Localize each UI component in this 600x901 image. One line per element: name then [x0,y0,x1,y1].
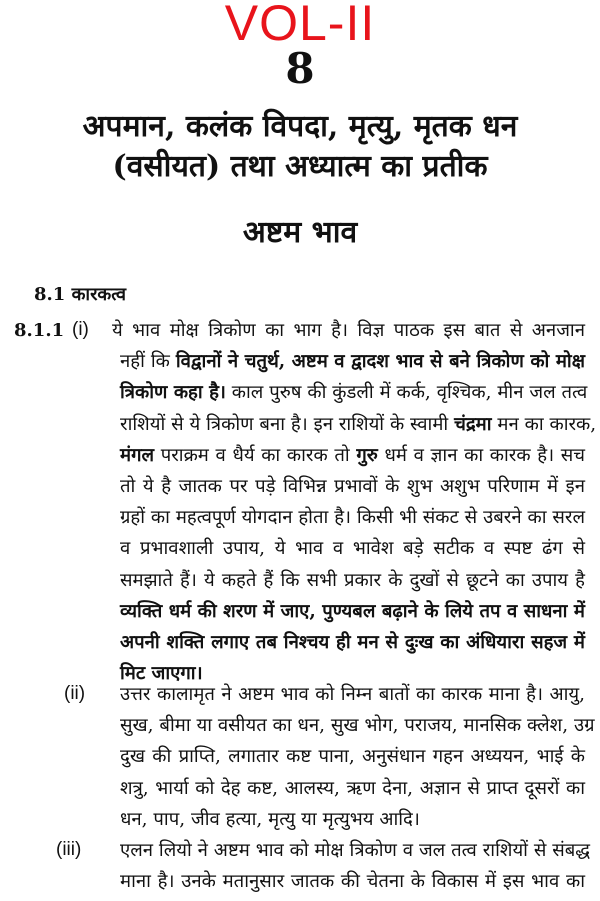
text-segment: मन का कारक, [491,413,597,435]
list-marker: (i) [72,319,89,340]
text-line [120,836,591,866]
text-line [120,410,597,440]
section-heading: 8.1 कारकत्व [34,284,127,305]
bold-text: त्रिकोण कहा है। [120,382,226,404]
text-segment: दुख की प्राप्ति, लगातार कष्ट पाना, अनुसंधान गहन अध्ययन, भाई के [120,746,585,768]
bold-text: अपनी शक्ति लगाए तब निश्चय ही मन से दुःख का अंधियारा सहज में [120,632,585,653]
text-line [120,742,585,772]
text-segment: धन, पाप, जीव हत्या, मृत्यु या मृत्युभय आदि। [120,808,420,830]
text-segment: सुख, बीमा या वसीयत का धन, सुख भोग, पराजय, मानसिक क्लेश, उग्र [120,715,595,737]
chapter-title-line-2: (वसीयत) तथा अध्यात्म का प्रतीक [112,149,488,184]
text-segment: उत्तर कालामृत ने अष्टम भाव को निम्न बातों का कारक माना है। आयु, [120,684,585,705]
text-segment: पराक्रम व धैर्य का कारक तो [154,444,357,466]
text-segment: धर्म व ज्ञान का कारक है। सच [377,444,585,466]
list-marker: (iii) [56,839,82,860]
text-segment: शत्रु, भार्या को देह कष्ट, आलस्य, ऋण देना, अज्ञान से प्राप्त दूसरों का [120,777,585,799]
chapter-number: 8 [285,44,315,93]
text-line [112,316,585,346]
text-line [120,534,585,564]
text-line [120,503,585,533]
text-line [120,566,585,596]
text-segment: ग्रहों का महत्वपूर्ण योगदान होता है। किसी भी संकट से उबरने का सरल [120,507,585,529]
text-segment: व प्रभावशाली उपाय, ये भाव व भावेश बड़े सटीक व स्पष्ट ढंग से [120,538,585,560]
text-segment: तो ये है जातक पर पड़े विभिन्न प्रभावों के शुभ अशुभ परिणाम में इन [120,476,585,497]
text-line [120,441,585,471]
paragraph-number: 8.1.1 [14,320,65,341]
text-segment: ये भाव मोक्ष त्रिकोण का भाग है। विज्ञ पाठक इस बात से अनजान [112,320,585,341]
text-segment: काल पुरुष की कुंडली में कर्क, वृश्चिक, मीन जल तत्व [225,382,588,404]
text-segment: एलन लियो ने अष्टम भाव को मोक्ष त्रिकोण व जल तत्व राशियों से संबद्ध [120,840,591,861]
text-line [120,378,588,408]
text-line [120,711,595,741]
text-line [120,472,585,502]
bold-text: व्यक्ति धर्म की शरण में जाए, पुण्यबल बढ़ाने के लिये तप व साधना में [120,600,585,622]
bold-text: चंद्रमा [454,413,492,435]
bold-text: विद्वानों ने चतुर्थ, अष्टम व द्वादश भाव से बने त्रिकोण को मोक्ष [175,351,585,373]
text-line [120,774,585,804]
text-line [120,347,585,377]
text-segment: नहीं कि [120,351,176,373]
text-line [120,628,585,658]
text-segment: राशियों से ये त्रिकोण बना है। इन राशियों के स्वामी [120,413,455,435]
text-line [120,680,585,710]
text-line [120,805,585,835]
chapter-subtitle: अष्टम भाव [242,215,358,250]
bold-text: मिट जाएगा। [120,663,203,685]
volume-label: VOL-II [224,0,376,51]
chapter-title-line-1: अपमान, कलंक विपदा, मृत्यु, मृतक धन [82,109,518,144]
list-marker: (ii) [64,683,86,704]
text-line [120,867,585,897]
text-line [120,597,585,627]
bold-text: मंगल [120,444,155,466]
bold-text: गुरु [356,444,378,466]
text-segment: समझाते हैं। ये कहते हैं कि सभी प्रकार के दुखों से छूटने का उपाय है [120,569,585,591]
text-segment: माना है। उनके मतानुसार जातक की चेतना के विकास में इस भाव का [120,871,585,893]
